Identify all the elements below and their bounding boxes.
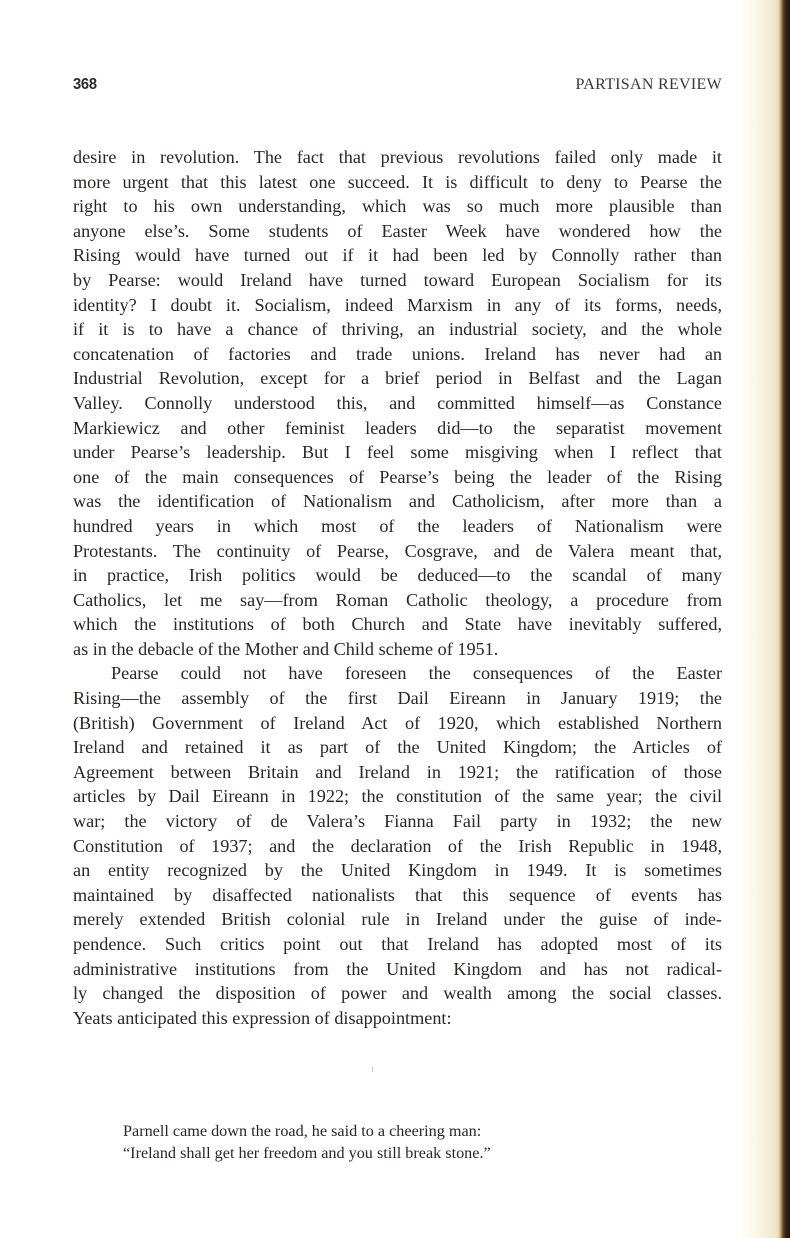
text-line: Rising would have turned out if it had been led by Connolly rather than (73, 245, 722, 266)
text-line: ly changed the disposition of power and wealth among the social classes. (73, 983, 722, 1004)
text-line: hundred years in which most of the leaders of Nationalism were (73, 515, 722, 536)
running-head (73, 76, 722, 98)
text-line: Agreement between Britain and Ireland in 1921; the ratification of those (73, 761, 722, 782)
text-line: maintained by disaffected nationalists that this sequence of events has (73, 884, 722, 905)
text-line: Ireland and retained it as part of the United Kingdom; the Articles of (73, 737, 722, 758)
text-line: Industrial Revolution, except for a brief period in Belfast and the Lagan (73, 368, 722, 389)
page-number: 368 (73, 76, 97, 93)
scan-speck (372, 1067, 373, 1072)
text-line: Pearse could not have foreseen the consequences of the Easter (111, 663, 722, 684)
text-line: identity? I doubt it. Socialism, indeed Marxism in any of its forms, needs, (73, 294, 722, 315)
verse-line: “Ireland shall get her freedom and you still break stone.” (123, 1144, 491, 1162)
text-line: Catholics, let me say—from Roman Catholic theology, a procedure from (73, 589, 722, 610)
text-line: war; the victory of de Valera’s Fianna Fail party in 1932; the new (73, 811, 722, 832)
text-line: Constitution of 1937; and the declaration of the Irish Republic in 1948, (73, 835, 722, 856)
text-line: anyone else’s. Some students of Easter Week have wondered how the (73, 220, 722, 241)
text-line: (British) Government of Ireland Act of 1920, which established Northern (73, 712, 722, 733)
text-line: Protestants. The continuity of Pearse, Cosgrave, and de Valera meant that, (73, 540, 722, 561)
text-line: Markiewicz and other feminist leaders did—to the separatist movement (73, 417, 722, 438)
text-line: in practice, Irish politics would be deduced—to the scandal of many (73, 565, 722, 586)
text-line: Yeats anticipated this expression of disappointment: (73, 1007, 452, 1028)
text-line: Rising—the assembly of the first Dail Eireann in January 1919; the (73, 688, 722, 709)
text-line: pendence. Such critics point out that Ireland has adopted most of its (73, 934, 722, 954)
text-line: which the institutions of both Church and State have inevitably suffered, (73, 614, 722, 635)
verse-line: Parnell came down the road, he said to a cheering man: (123, 1122, 482, 1140)
journal-title: PARTISAN REVIEW (575, 76, 722, 93)
text-line: by Pearse: would Ireland have turned toward European Socialism for its (73, 269, 722, 290)
text-line: right to his own understanding, which was so much more plausible than (73, 196, 722, 217)
text-line: was the identification of Nationalism and Catholicism, after more than a (73, 491, 722, 512)
text-line: Valley. Connolly understood this, and committed himself—as Constance (73, 392, 722, 413)
paragraph-2 (73, 661, 722, 1030)
text-line: administrative institutions from the United Kingdom and has not radical- (73, 958, 722, 979)
text-line: more urgent that this latest one succeed. It is difficult to deny to Pearse the (73, 171, 722, 192)
text-line: desire in revolution. The fact that previous revolutions failed only made it (73, 147, 722, 167)
paragraph-1 (73, 145, 722, 661)
text-line: an entity recognized by the United Kingdom in 1949. It is sometimes (73, 860, 722, 881)
text-line: merely extended British colonial rule in Ireland under the guise of inde- (73, 909, 722, 930)
verse-quotation (123, 1120, 623, 1164)
body-text (73, 145, 722, 1030)
text-line: concatenation of factories and trade unions. Ireland has never had an (73, 343, 722, 364)
text-line: if it is to have a chance of thriving, an industrial society, and the whole (73, 319, 722, 340)
text-line: under Pearse’s leadership. But I feel some misgiving when I reflect that (73, 442, 722, 463)
text-line: as in the debacle of the Mother and Child scheme of 1951. (73, 638, 499, 659)
text-line: articles by Dail Eireann in 1922; the constitution of the same year; the civil (73, 786, 722, 807)
text-line: one of the main consequences of Pearse’s being the leader of the Rising (73, 466, 722, 487)
